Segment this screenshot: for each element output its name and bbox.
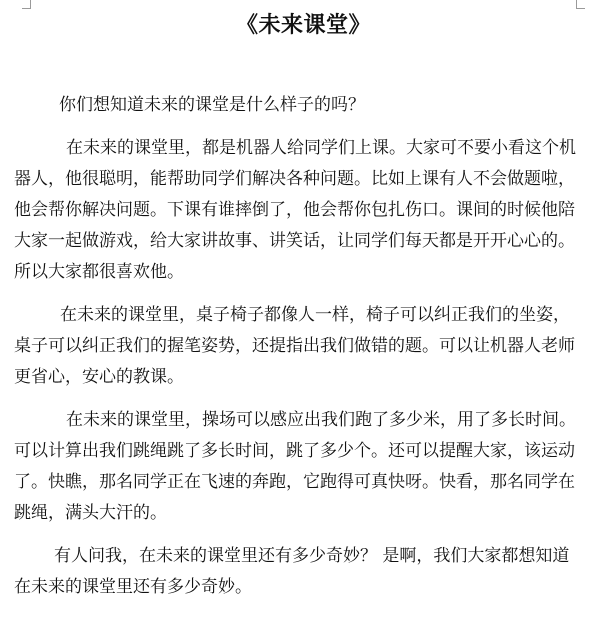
paragraph-5: 有人问我，在未来的课堂里还有多少奇妙？ 是啊，我们大家都想知道在未来的课堂里还有多少奇妙。	[14, 546, 570, 597]
paragraph-3: 在未来的课堂里，桌子椅子都像人一样，椅子可以纠正我们的坐姿，桌子可以纠正我们的握笔姿势，还提指出我们做错的题。可以让机器人老师更省心，安心的教课。	[14, 305, 575, 387]
paragraph-2: 在未来的课堂里，都是机器人给同学们上课。大家可不要小看这个机器人，他很聪明，能帮助同学们解决各种问题。比如上课有人不会做题啦，他会帮你解决问题。下课有谁摔倒了，他会帮你包扎伤口。课间的时候他陪大家一起做游戏，给大家讲故事、讲笑话，让同学们每天都是开开心心的。所以大家都很喜欢他。	[14, 138, 576, 282]
paragraph-4: 在未来的课堂里，操场可以感应出我们跑了多少米，用了多长时间。可以计算出我们跳绳跳了多长时间，跳了多少个。还可以提醒大家，该运动了。快瞧，那名同学正在飞速的奔跑，它跑得可真快呀。快看，那名同学在跳绳，满头大汗的。	[14, 410, 576, 523]
document-body	[14, 90, 586, 603]
paragraph-1: 你们想知道未来的课堂是什么样子的吗？	[59, 95, 365, 115]
document-title: 《未来课堂》	[235, 13, 371, 38]
